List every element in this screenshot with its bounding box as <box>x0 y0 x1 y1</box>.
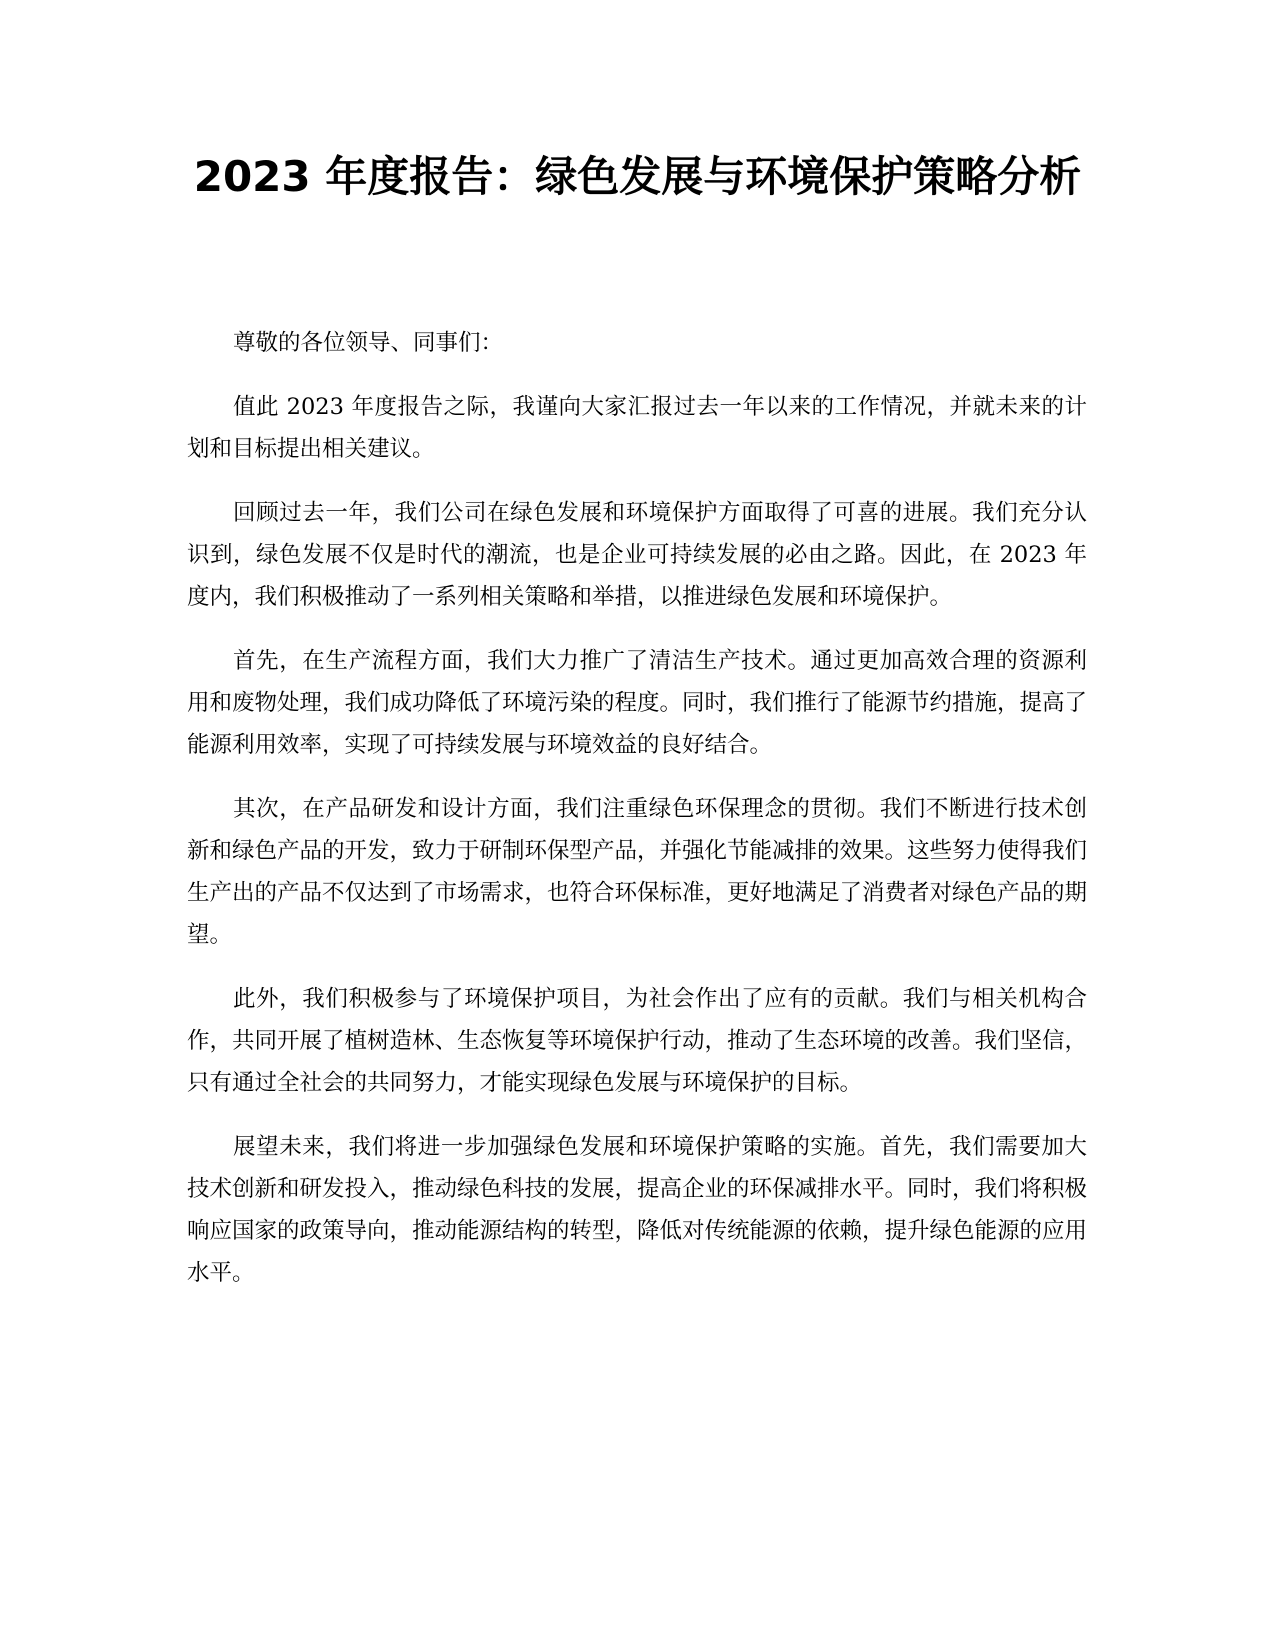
paragraph-intro: 值此 2023 年度报告之际，我谨向大家汇报过去一年以来的工作情况，并就未来的计划和目标提出相关建议。 <box>187 394 1087 462</box>
paragraph-review: 回顾过去一年，我们公司在绿色发展和环境保护方面取得了可喜的进展。我们充分认识到，绿色发展不仅是时代的潮流，也是企业可持续发展的必由之路。因此，在 2023 年度内，我们积极推动了一系列相关策略和举措，以推进绿色发展和环境保护。 <box>187 500 1087 610</box>
document-title: 2023 年度报告：绿色发展与环境保护策略分析 <box>193 152 1082 201</box>
paragraph-projects: 此外，我们积极参与了环境保护项目，为社会作出了应有的贡献。我们与相关机构合作，共同开展了植树造林、生态恢复等环境保护行动，推动了生态环境的改善。我们坚信，只有通过全社会的共同努力，才能实现绿色发展与环境保护的目标。 <box>187 986 1088 1096</box>
paragraph-outlook: 展望未来，我们将进一步加强绿色发展和环境保护策略的实施。首先，我们需要加大技术创新和研发投入，推动绿色科技的发展，提高企业的环保减排水平。同时，我们将积极响应国家的政策导向，推动能源结构的转型，降低对传统能源的依赖，提升绿色能源的应用水平。 <box>187 1134 1088 1286</box>
document-body <box>187 322 1087 1316</box>
paragraph-salutation: 尊敬的各位领导、同事们： <box>233 330 504 356</box>
paragraph-product-design: 其次，在产品研发和设计方面，我们注重绿色环保理念的贯彻。我们不断进行技术创新和绿色产品的开发，致力于研制环保型产品，并强化节能减排的效果。这些努力使得我们生产出的产品不仅达到了市场需求，也符合环保标准，更好地满足了消费者对绿色产品的期望。 <box>187 796 1088 948</box>
paragraph-production: 首先，在生产流程方面，我们大力推广了清洁生产技术。通过更加高效合理的资源利用和废物处理，我们成功降低了环境污染的程度。同时，我们推行了能源节约措施，提高了能源利用效率，实现了可持续发展与环境效益的良好结合。 <box>187 648 1088 758</box>
